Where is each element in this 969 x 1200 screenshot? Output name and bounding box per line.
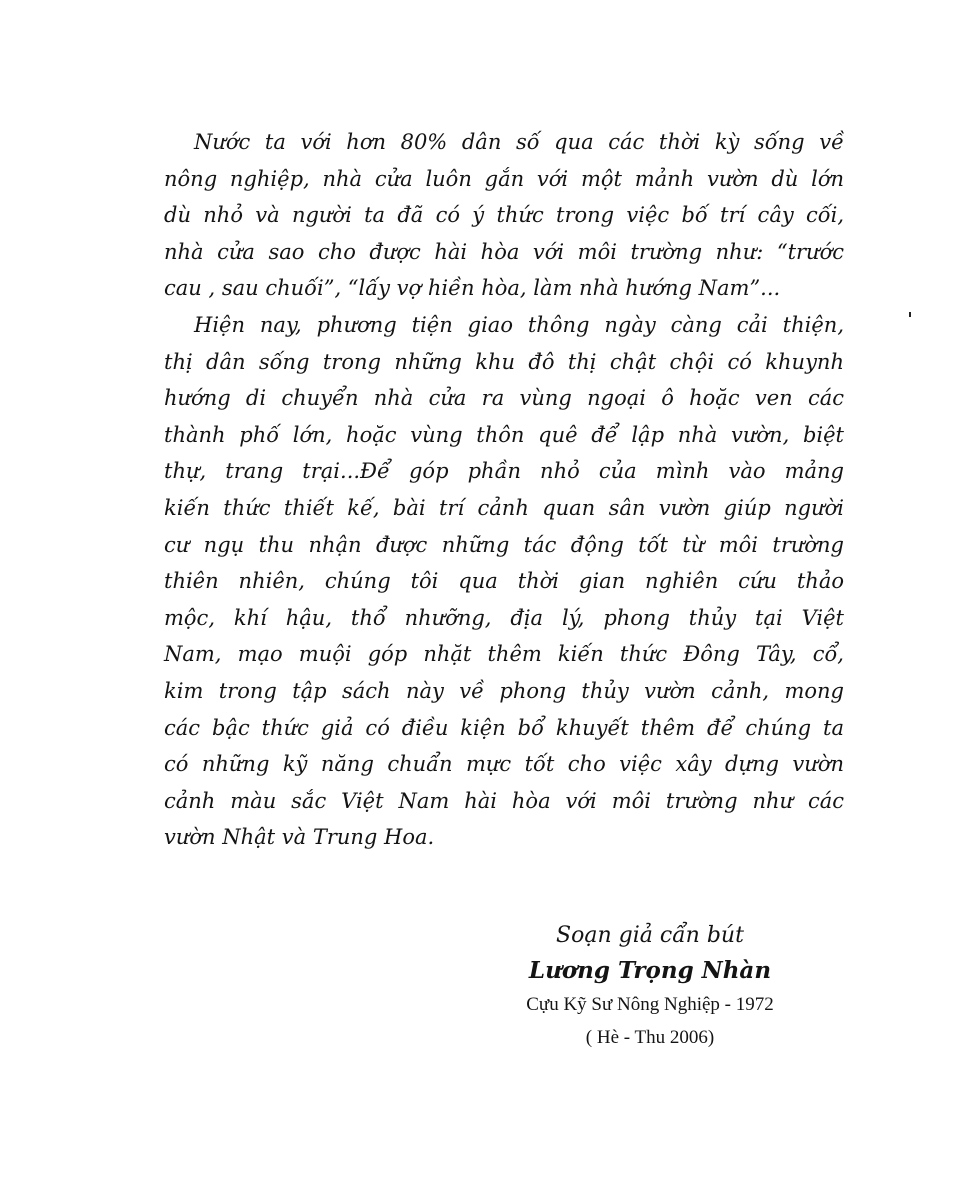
text-line: cau , sau chuối”, “lấy vợ hiền hòa, làm nhà hướng Nam”... (164, 276, 781, 301)
text-line: cảnh màu sắc Việt Nam hài hòa với môi trường như các (164, 788, 844, 813)
text-line: hướng di chuyển nhà cửa ra vùng ngoại ô hoặc ven các (164, 386, 844, 411)
text-line: nông nghiệp, nhà cửa luôn gắn với một mảnh vườn dù lớn (164, 166, 844, 191)
signature-date: ( Hè - Thu 2006) (585, 1027, 715, 1048)
scan-artifact-mark (909, 312, 911, 317)
preface-body (164, 124, 844, 856)
text-line: Hiện nay, phương tiện giao thông ngày càng cải thiện, (194, 312, 844, 337)
author-title: Cựu Kỹ Sư Nông Nghiệp - 1972 (526, 994, 774, 1015)
text-line: có những kỹ năng chuẩn mực tốt cho việc xây dựng vườn (164, 752, 844, 777)
text-line: cư ngụ thu nhận được những tác động tốt từ môi trường (164, 532, 844, 557)
text-line: các bậc thức giả có điều kiện bổ khuyết thêm để chúng ta (164, 715, 844, 740)
text-line: kim trong tập sách này về phong thủy vườn cảnh, mong (164, 678, 844, 703)
text-line: thành phố lớn, hoặc vùng thôn quê để lập nhà vườn, biệt (164, 422, 844, 447)
signature-block (470, 918, 830, 1054)
text-line: nhà cửa sao cho được hài hòa với môi trường như: “trước (164, 239, 844, 264)
signature-caption: Soạn giả cẩn bút (556, 923, 744, 948)
text-line: Nam, mạo muội góp nhặt thêm kiến thức Đông Tây, cổ, (164, 642, 844, 667)
text-line: thiên nhiên, chúng tôi qua thời gian nghiên cứu thảo (164, 569, 844, 594)
text-line: thị dân sống trong những khu đô thị chật chội có khuynh (164, 349, 844, 374)
author-name: Lương Trọng Nhàn (528, 957, 772, 984)
text-line: dù nhỏ và người ta đã có ý thức trong việc bố trí cây cối, (164, 203, 844, 228)
text-line: thự, trang trại...Để góp phần nhỏ của mình vào mảng (164, 459, 844, 484)
text-line: kiến thức thiết kế, bài trí cảnh quan sân vườn giúp người (164, 495, 844, 520)
text-line: Nước ta với hơn 80% dân số qua các thời kỳ sống về (194, 130, 844, 154)
text-line: vườn Nhật và Trung Hoa. (164, 825, 435, 850)
text-line: mộc, khí hậu, thổ nhưỡng, địa lý, phong thủy tại Việt (164, 605, 844, 630)
